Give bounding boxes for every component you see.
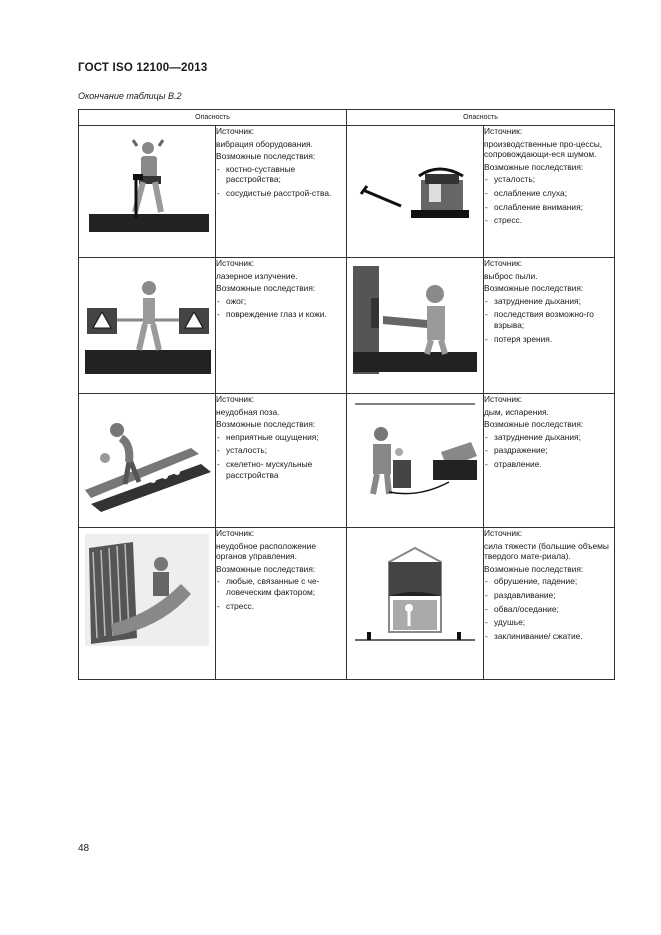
control-panel-icon: [81, 528, 213, 650]
hazard-image-cell: [347, 394, 484, 528]
effect-item: - стресс.: [484, 215, 614, 226]
hazard-image-cell: [79, 126, 216, 258]
awkward-posture-icon: [81, 394, 213, 512]
source-text: неудобная поза.: [216, 406, 280, 417]
silo-bulk-material-icon: [349, 528, 481, 650]
effect-item: - усталость;: [484, 174, 614, 185]
source-label: Источник:: [484, 258, 523, 268]
table-row: [79, 258, 615, 394]
source-text: дым, испарения.: [484, 406, 549, 417]
plate-compactor-machine-icon: [349, 126, 481, 236]
effect-item: - стресс.: [216, 601, 346, 612]
source-text: сила тяжести (большие объемы твердого мате-риала).: [484, 540, 609, 562]
source-text: производственные про-цессы, сопровождающи-еся шумом.: [484, 138, 603, 160]
effect-item: - раздражение;: [484, 445, 614, 456]
effects-label: Возможные последствия:: [484, 563, 584, 574]
column-header: Опасность: [347, 110, 615, 126]
effect-item: - раздавливание;: [484, 590, 614, 601]
source-label: Источник:: [216, 528, 255, 538]
effects-list: [484, 432, 614, 470]
hazard-image-cell: [347, 528, 484, 680]
effect-item: - повреждение глаз и кожи.: [216, 309, 346, 320]
standard-header: ГОСТ ISO 12100—2013: [78, 62, 208, 74]
effect-item: - неприятные ощущения;: [216, 432, 346, 443]
table-header-row: [79, 110, 615, 126]
page-number: 48: [78, 843, 90, 854]
effects-label: Возможные последствия:: [484, 419, 584, 430]
table-row: [79, 528, 615, 680]
source-label: Источник:: [484, 126, 523, 136]
effects-label: Возможные последствия:: [484, 161, 584, 172]
hazard-description: [484, 394, 615, 528]
hazard-description: [216, 126, 347, 258]
effect-item: - сосудистые расстрой-ства.: [216, 188, 346, 199]
effect-item: - затруднение дыхания;: [484, 432, 614, 443]
hazard-image-cell: [79, 258, 216, 394]
effect-item: - потеря зрения.: [484, 334, 614, 345]
effects-list: [216, 576, 346, 611]
effect-item: - отравление.: [484, 459, 614, 470]
effect-item: - последствия возможно-го взрыва;: [484, 309, 614, 330]
effects-label: Возможные последствия:: [216, 563, 316, 574]
effects-list: [484, 296, 614, 344]
source-label: Источник:: [484, 528, 523, 538]
effect-item: - скелетно- мускульные расстройства: [216, 459, 346, 480]
dust-emission-icon: [349, 258, 481, 376]
hazard-image-cell: [347, 126, 484, 258]
table-caption: Окончание таблицы В.2: [78, 91, 182, 101]
source-text: выброс пыли.: [484, 270, 538, 281]
source-label: Источник:: [216, 126, 255, 136]
source-text: лазерное излучение.: [216, 270, 298, 281]
hazard-description: [216, 258, 347, 394]
effect-item: - ослабление слуха;: [484, 188, 614, 199]
hazard-description: [484, 126, 615, 258]
hazard-image-cell: [79, 528, 216, 680]
laser-radiation-icon: [81, 258, 213, 376]
hazard-image-cell: [79, 394, 216, 528]
effect-item: - ожог;: [216, 296, 346, 307]
smoke-fumes-icon: [349, 394, 481, 512]
effects-list: [216, 296, 346, 320]
effect-item: - любые, связанные с че-ловеческим фактором;: [216, 576, 346, 597]
effects-list: [216, 432, 346, 480]
hazard-image-cell: [347, 258, 484, 394]
hazard-description: [216, 394, 347, 528]
effect-item: - обвал/оседание;: [484, 604, 614, 615]
effect-item: - затруднение дыхания;: [484, 296, 614, 307]
effects-label: Возможные последствия:: [216, 419, 316, 430]
effects-label: Возможные последствия:: [216, 283, 316, 294]
effects-list: [216, 164, 346, 199]
worker-with-vibrating-tool-icon: [81, 126, 213, 236]
source-text: вибрация оборудования.: [216, 138, 313, 149]
table-row: [79, 394, 615, 528]
effect-item: - ослабление внимания;: [484, 202, 614, 213]
effect-item: - костно-суставные расстройства;: [216, 164, 346, 185]
hazard-description: [484, 258, 615, 394]
effects-list: [484, 174, 614, 225]
effects-label: Возможные последствия:: [484, 283, 584, 294]
effects-label: Возможные последствия:: [216, 151, 316, 162]
effect-item: - удушье;: [484, 617, 614, 628]
source-text: неудобное расположение органов управления.: [216, 540, 316, 562]
effect-item: - заклинивание/ сжатие.: [484, 631, 614, 642]
effects-list: [484, 576, 614, 641]
effect-item: - обрушение, падение;: [484, 576, 614, 587]
source-label: Источник:: [484, 394, 523, 404]
source-label: Источник:: [216, 258, 255, 268]
table-row: [79, 126, 615, 258]
column-header: Опасность: [79, 110, 347, 126]
source-label: Источник:: [216, 394, 255, 404]
hazard-description: [484, 528, 615, 680]
hazard-description: [216, 528, 347, 680]
effect-item: - усталость;: [216, 445, 346, 456]
hazards-table: [78, 109, 615, 680]
